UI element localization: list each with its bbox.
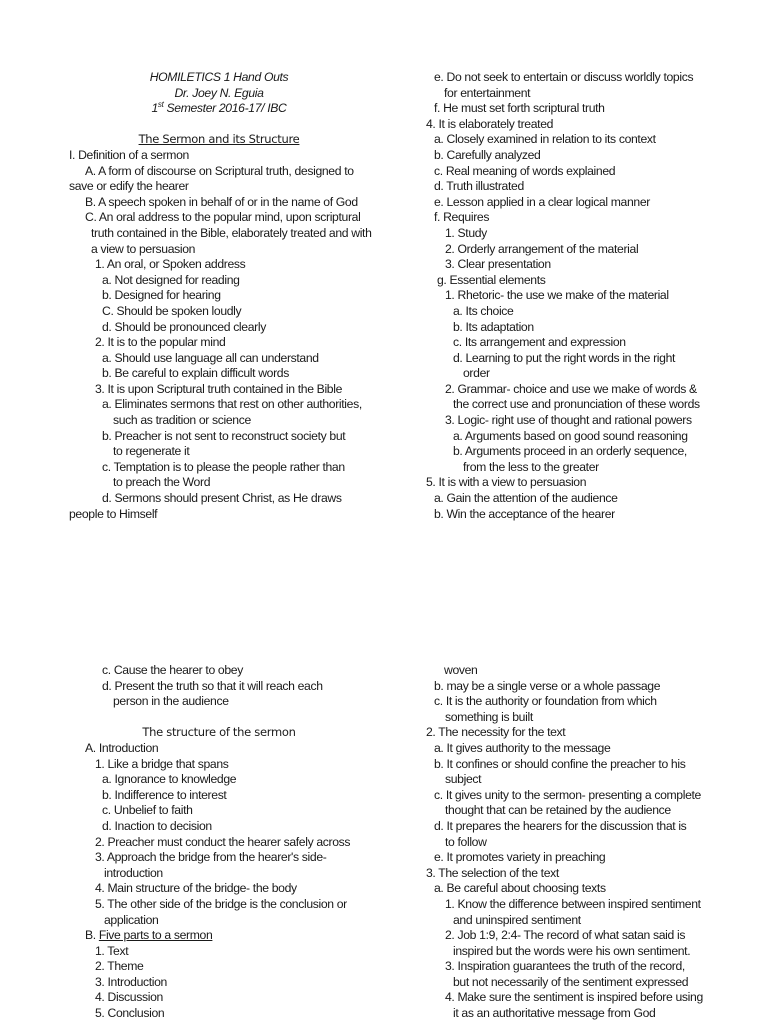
five-parts-line: B. Five parts to a sermon — [85, 928, 213, 943]
outline-line: from the less to the greater — [463, 459, 599, 474]
outline-line: b. may be a single verse or a whole passage — [434, 678, 661, 693]
outline-line: the correct use and pronunciation of these words — [453, 397, 700, 412]
outline-line: 1. Text — [95, 943, 129, 958]
outline-line: f. He must set forth scriptural truth — [434, 101, 605, 116]
outline-line: order — [463, 366, 490, 381]
outline-line: 3. It is upon Scriptural truth contained in the Bible — [95, 381, 343, 396]
outline-line: 2. The necessity for the text — [426, 725, 566, 740]
outline-line: 5. It is with a view to persuasion — [426, 475, 587, 490]
outline-line: a. Be careful about choosing texts — [434, 881, 606, 896]
outline-line: it as an authoritative message from God — [453, 1006, 656, 1021]
outline-line: 4. It is elaborately treated — [426, 116, 554, 131]
outline-line: for entertainment — [444, 85, 531, 100]
outline-line: 3. Logic- right use of thought and rational powers — [445, 413, 692, 428]
outline-line: 2. Job 1:9, 2:4- The record of what satan said is — [445, 928, 686, 943]
outline-line: 1. Rhetoric- the use we make of the material — [445, 288, 669, 303]
outline-line: b. Win the acceptance of the hearer — [434, 506, 615, 521]
outline-line: and uninspired sentiment — [453, 912, 581, 927]
outline-line: e. Lesson applied in a clear logical manner — [434, 194, 650, 209]
outline-line: b. Indifference to interest — [102, 787, 227, 802]
outline-line: 1. Know the difference between inspired sentiment — [445, 896, 701, 911]
outline-line: b. Carefully analyzed — [434, 147, 541, 162]
outline-line: C. Should be spoken loudly — [102, 303, 242, 318]
outline-line: a view to persuasion — [91, 241, 196, 256]
outline-line: to regenerate it — [113, 444, 190, 459]
outline-line: b. Be careful to explain difficult words — [102, 366, 289, 381]
outline-line: subject — [445, 772, 482, 787]
outline-line: but not necessarily of the sentiment expressed — [453, 974, 689, 989]
outline-line: 2. Preacher must conduct the hearer safely across — [95, 834, 351, 849]
outline-line: 3. Inspiration guarantees the truth of the record, — [445, 959, 685, 974]
outline-line: 1. Study — [445, 225, 487, 240]
outline-line: inspired but the words were his own sentiment. — [453, 943, 691, 958]
outline-line: woven — [444, 663, 478, 677]
page1-right-column — [426, 70, 726, 522]
outline-line: A. A form of discourse on Scriptural truth, designed to — [85, 163, 354, 178]
outline-line: a. Eliminates sermons that rest on other authorities, — [102, 397, 362, 412]
outline-line: c. Unbelief to faith — [102, 803, 193, 818]
outline-line: d. Truth illustrated — [434, 179, 524, 194]
outline-line: a. Ignorance to knowledge — [102, 772, 237, 787]
outline-line: B. A speech spoken in behalf of or in the name of God — [85, 194, 358, 209]
outline-line: to preach the Word — [113, 475, 211, 490]
outline-line: a. Gain the attention of the audience — [434, 491, 618, 506]
outline-line: b. Its adaptation — [453, 319, 534, 334]
outline-line: g. Essential elements — [437, 272, 546, 287]
outline-line: 2. It is to the popular mind — [95, 335, 226, 350]
page2-right-column — [426, 663, 726, 1022]
outline-line: a. Arguments based on good sound reasoning — [453, 428, 688, 443]
outline-line: something is built — [445, 709, 533, 724]
outline-line: A. Introduction — [85, 740, 159, 755]
outline-line: 1. Like a bridge that spans — [95, 756, 229, 771]
outline-line: 2. Theme — [95, 959, 144, 974]
outline-line: d. Learning to put the right words in the right — [453, 350, 676, 365]
outline-line: a. Should use language all can understand — [102, 350, 319, 365]
outline-line: c. It gives unity to the sermon- presenting a complete — [434, 787, 701, 802]
outline-line: 1. An oral, or Spoken address — [95, 257, 246, 272]
outline-line: d. Sermons should present Christ, as He draws — [102, 491, 342, 506]
page2-left-column — [69, 663, 369, 1022]
outline-line: a. Closely examined in relation to its context — [434, 132, 656, 147]
outline-line: application — [104, 912, 159, 927]
outline-line: truth contained in the Bible, elaborately treated and with — [91, 225, 372, 240]
instructor-name: Dr. Joey N. Eguia — [174, 85, 264, 100]
outline-line: d. Present the truth so that it will reach each — [102, 678, 323, 693]
sermon-structure-heading: The Sermon and its Structure — [138, 132, 300, 147]
outline-line: save or edify the hearer — [69, 179, 189, 194]
outline-line: 4. Main structure of the bridge- the body — [95, 881, 297, 896]
outline-line: introduction — [104, 865, 163, 880]
outline-line: c. Real meaning of words explained — [434, 163, 616, 178]
outline-line: e. It promotes variety in preaching — [434, 850, 606, 865]
outline-line: thought that can be retained by the audience — [445, 803, 671, 818]
page1-left-column — [69, 70, 372, 522]
outline-line: b. Designed for hearing — [102, 288, 221, 303]
five-parts-heading: Five parts to a sermon — [98, 928, 213, 943]
outline-line: 4. Make sure the sentiment is inspired before using — [445, 990, 703, 1005]
outline-line: d. Should be pronounced clearly — [102, 319, 266, 334]
outline-line: a. It gives authority to the message — [434, 740, 611, 755]
outline-line: b. It confines or should confine the preacher to his — [434, 756, 686, 771]
outline-line: 3. Approach the bridge from the hearer's side- — [95, 850, 327, 865]
outline-line: c. Its arrangement and expression — [453, 335, 626, 350]
outline-line: to follow — [445, 834, 487, 849]
outline-line: e. Do not seek to entertain or discuss worldly topics — [434, 70, 694, 84]
outline-line: 3. Clear presentation — [445, 257, 551, 272]
outline-line: b. Arguments proceed in an orderly sequence, — [453, 444, 687, 459]
outline-line: such as tradition or science — [113, 413, 251, 428]
outline-line: d. It prepares the hearers for the discussion that is — [434, 818, 687, 833]
outline-line: 5. The other side of the bridge is the conclusion or — [95, 896, 347, 911]
structure-of-sermon-heading: The structure of the sermon — [142, 725, 296, 740]
outline-line: people to Himself — [69, 506, 158, 521]
outline-line: c. Temptation is to please the people rather than — [102, 459, 345, 474]
outline-line: 2. Grammar- choice and use we make of words & — [445, 381, 697, 396]
outline-line: b. Preacher is not sent to reconstruct society but — [102, 428, 346, 443]
outline-line: 5. Conclusion — [95, 1006, 165, 1021]
outline-line: person in the audience — [113, 694, 229, 709]
outline-line: a. Its choice — [453, 303, 514, 318]
outline-line: 4. Discussion — [95, 990, 163, 1005]
outline-line: 3. Introduction — [95, 974, 167, 989]
outline-line: c. It is the authority or foundation from which — [434, 694, 657, 709]
semester-line: 1st Semester 2016-17/ IBC — [151, 100, 287, 116]
outline-line: d. Inaction to decision — [102, 818, 212, 833]
outline-line: c. Cause the hearer to obey — [102, 663, 243, 677]
outline-line: I. Definition of a sermon — [69, 147, 189, 162]
outline-line: a. Not designed for reading — [102, 272, 240, 287]
outline-line: C. An oral address to the popular mind, upon scriptural — [85, 210, 361, 225]
outline-line: 3. The selection of the text — [426, 865, 559, 880]
course-title: HOMILETICS 1 Hand Outs — [149, 70, 289, 84]
outline-line: f. Requires — [434, 210, 490, 225]
outline-line: 2. Orderly arrangement of the material — [445, 241, 639, 256]
